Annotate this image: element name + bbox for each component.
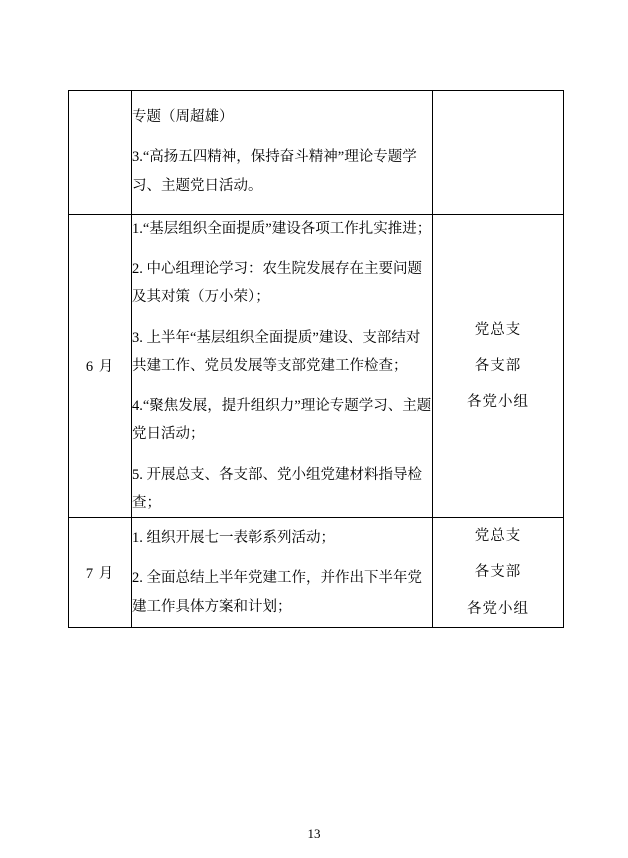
table-row	[69, 91, 564, 215]
owner-cell	[433, 214, 564, 517]
owner-line: 党总支	[474, 321, 522, 338]
month-cell: 6 月	[69, 214, 132, 517]
owner-line: 各党小组	[467, 600, 529, 617]
content-line: 1.“基层组织全面提质”建设各项工作扎实推进；	[132, 220, 432, 237]
content-line: 4.“聚焦发展，提升组织力”理论专题学习、主题党日活动；	[132, 398, 432, 443]
owner-line: 党总支	[474, 528, 522, 545]
content-line: 5. 开展总支、各支部、党小组党建材料指导检查；	[132, 466, 422, 511]
owner-cell	[433, 91, 564, 215]
page-number: 13	[307, 826, 321, 841]
month-cell: 7 月	[69, 518, 132, 628]
table-row	[69, 214, 564, 517]
content-cell	[132, 214, 433, 517]
content-cell	[132, 518, 433, 628]
content-line: 1. 组织开展七一表彰系列活动；	[132, 530, 335, 547]
content-line: 3. 上半年“基层组织全面提质”建设、支部结对共建工作、党员发展等支部党建工作检查；	[132, 329, 421, 374]
owner-line: 各支部	[474, 564, 522, 581]
month-cell	[69, 91, 132, 215]
content-line: 2. 全面总结上半年党建工作，并作出下半年党建工作具体方案和计划；	[132, 570, 422, 615]
table-row	[69, 518, 564, 628]
owner-cell	[433, 518, 564, 628]
content-line: 3.“高扬五四精神，保持奋斗精神”理论专题学习、主题党日活动。	[132, 149, 417, 194]
owner-line: 各党小组	[467, 394, 529, 411]
content-line: 2. 中心组理论学习：农生院发展存在主要问题及其对策（万小荣）；	[132, 261, 422, 306]
content-line: 专题（周超雄）	[132, 109, 234, 125]
owner-line: 各支部	[474, 357, 522, 374]
content-cell	[132, 91, 433, 215]
work-plan-table	[68, 90, 564, 628]
table-body	[69, 91, 564, 628]
